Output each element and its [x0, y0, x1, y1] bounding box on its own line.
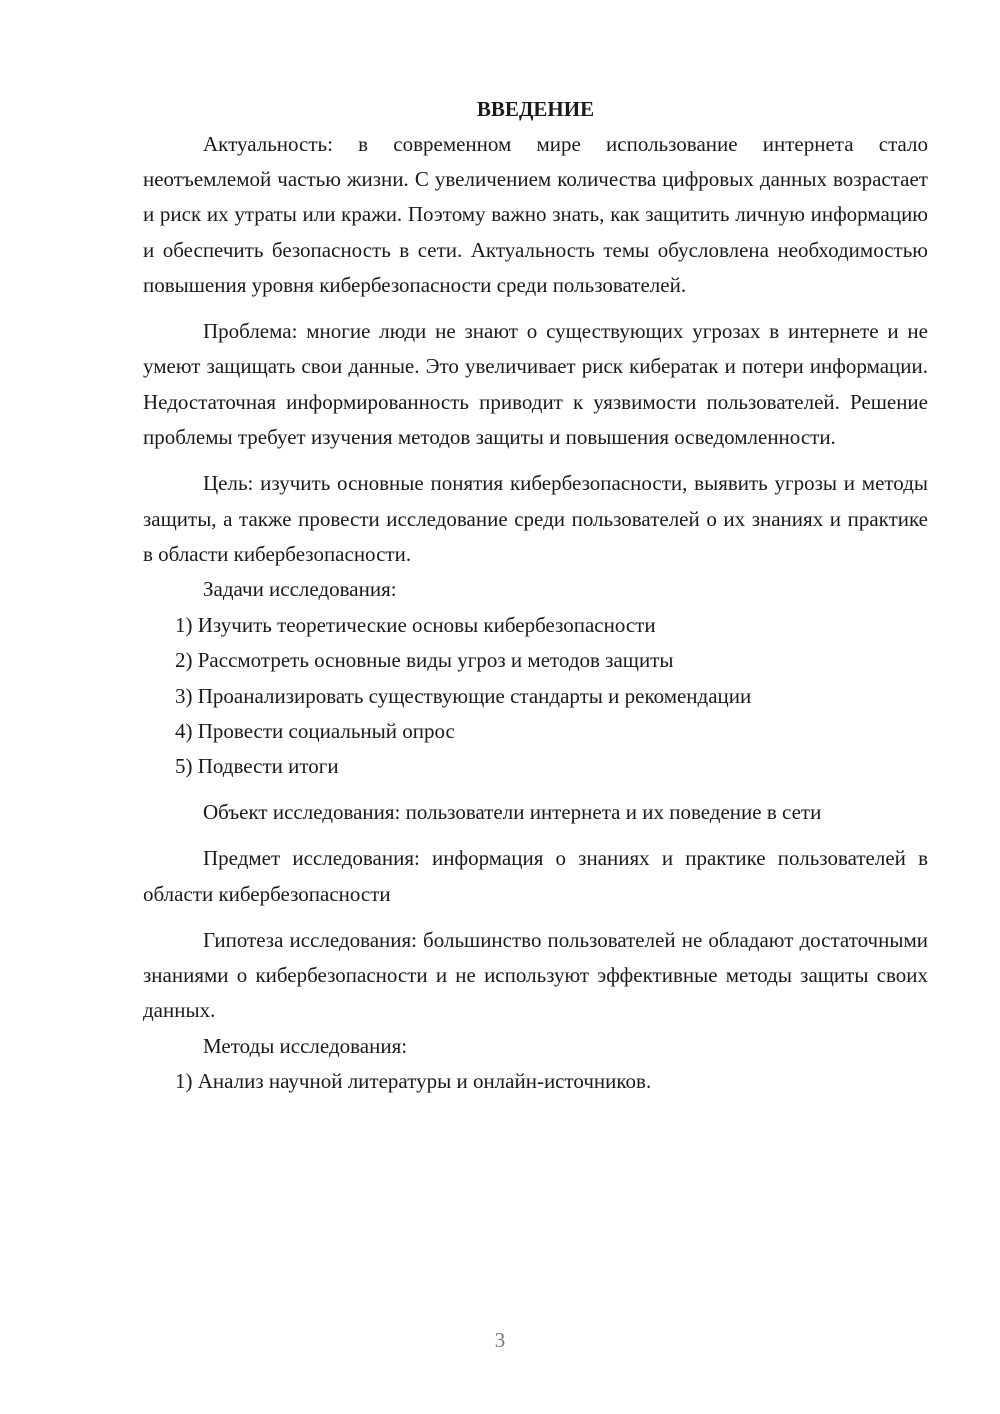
- paragraph-object: Объект исследования: пользователи интернета и их поведение в сети: [203, 800, 822, 825]
- page-number: 3: [494, 1328, 506, 1352]
- task-item: 3) Проанализировать существующие стандарты и рекомендации: [175, 683, 752, 708]
- task-item: 2) Рассмотреть основные виды угроз и методов защиты: [175, 648, 674, 673]
- tasks-heading: Задачи исследования:: [203, 577, 397, 602]
- paragraph-relevance: Актуальность: в современном мире использование интернета стало неотъемлемой частью жизни. С увеличением количества цифровых данных возрастает и риск их утраты или кражи. Поэтому важно знать, как защитить личную информацию и обеспечить безопасность в сети. Актуальность темы обусловлена необходимостью повышения уровня кибербезопасности среди пользователей.: [143, 131, 928, 298]
- task-item: 1) Изучить теоретические основы кибербезопасности: [175, 612, 656, 637]
- paragraph-subject: Предмет исследования: информация о знаниях и практике пользователей в области кибербезопасности: [143, 846, 928, 906]
- page-content: [143, 92, 928, 1100]
- paragraph-goal: Цель: изучить основные понятия кибербезопасности, выявить угрозы и методы защиты, а также провести исследование среди пользователей о их знаниях и практике в области кибербезопасности.: [143, 471, 928, 566]
- methods-heading: Методы исследования:: [203, 1033, 408, 1058]
- paragraph-problem: Проблема: многие люди не знают о существующих угрозах в интернете и не умеют защищать свои данные. Это увеличивает риск кибератак и потери информации. Недостаточная информированность приводит к уязвимости пользователей. Решение проблемы требует изучения методов защиты и повышения осведомленности.: [143, 319, 928, 450]
- paragraph-hypothesis: Гипотеза исследования: большинство пользователей не обладают достаточными знаниями о кибербезопасности и не используют эффективные методы защиты своих данных.: [143, 927, 928, 1023]
- method-item: 1) Анализ научной литературы и онлайн-источников.: [175, 1069, 652, 1094]
- task-item: 5) Подвести итоги: [175, 754, 339, 779]
- section-title: ВВЕДЕНИЕ: [476, 97, 595, 121]
- task-item: 4) Провести социальный опрос: [175, 719, 455, 743]
